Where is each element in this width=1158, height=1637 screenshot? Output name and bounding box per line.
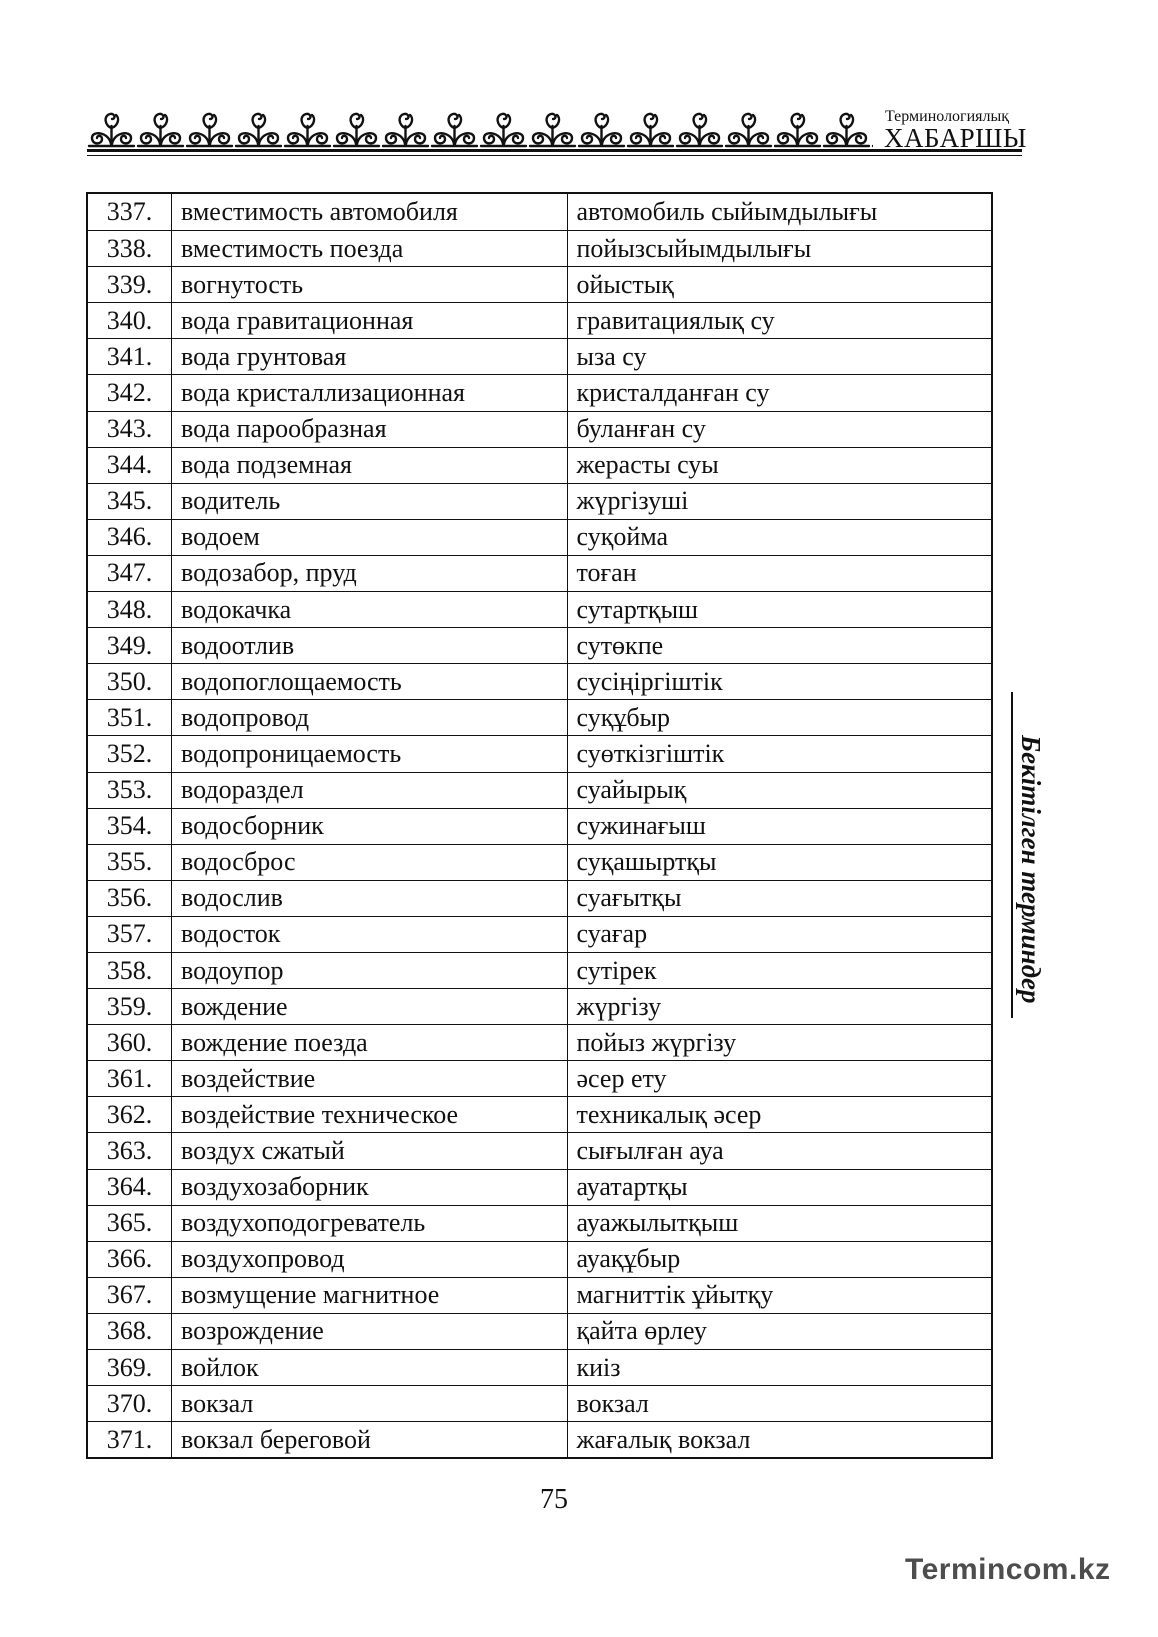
term-russian: вместимость автомобиля: [172, 194, 568, 230]
term-kazakh: пойызсыйымдылығы: [576, 233, 812, 263]
term-number: 339.: [88, 267, 172, 302]
table-row: [88, 1060, 991, 1096]
term-russian: вокзал: [172, 1386, 568, 1421]
table-row: [88, 808, 991, 844]
term-russian: вода подземная: [172, 448, 568, 483]
term-kazakh: жағалық вокзал: [576, 1424, 751, 1454]
term-kazakh: пойыз жүргізу: [576, 1027, 737, 1057]
term-russian: водосток: [172, 917, 568, 952]
term-number: 345.: [88, 484, 172, 519]
term-number: 340.: [88, 303, 172, 338]
term-number: 344.: [88, 448, 172, 483]
term-russian: воздухопровод: [172, 1242, 568, 1277]
term-russian: водослив: [172, 881, 568, 916]
table-row: [88, 302, 991, 338]
term-number: 369.: [88, 1350, 172, 1385]
term-russian: вождение поезда: [172, 1025, 568, 1060]
term-kazakh: гравитациялық су: [576, 305, 775, 335]
term-number: 347.: [88, 556, 172, 591]
term-russian: водозабор, пруд: [172, 556, 568, 591]
term-number: 351.: [88, 700, 172, 735]
term-kazakh: суағар: [576, 919, 648, 949]
term-kazakh: кристалданған су: [576, 378, 770, 408]
term-number: 359.: [88, 989, 172, 1024]
term-kazakh: сутартқыш: [576, 594, 699, 624]
term-number: 355.: [88, 845, 172, 880]
term-number: 361.: [88, 1061, 172, 1096]
term-kazakh: сутірек: [576, 955, 657, 985]
term-russian: воздействие техническое: [172, 1097, 568, 1132]
term-number: 338.: [88, 231, 172, 266]
term-kazakh: сусіңіргіштік: [576, 666, 723, 696]
term-number: 348.: [88, 592, 172, 627]
term-number: 370.: [88, 1386, 172, 1421]
term-kazakh: сығылған ауа: [576, 1135, 724, 1165]
table-row: [88, 1205, 991, 1241]
term-number: 364.: [88, 1170, 172, 1205]
term-russian: вместимость поезда: [172, 231, 568, 266]
term-number: 346.: [88, 520, 172, 555]
term-number: 366.: [88, 1242, 172, 1277]
term-russian: водоотлив: [172, 628, 568, 663]
term-russian: водитель: [172, 484, 568, 519]
term-kazakh: ауатартқы: [576, 1172, 688, 1202]
term-kazakh: әсер ету: [576, 1063, 667, 1093]
term-russian: воздухозаборник: [172, 1170, 568, 1205]
term-number: 362.: [88, 1097, 172, 1132]
term-number: 358.: [88, 953, 172, 988]
table-row: [88, 880, 991, 916]
term-russian: возрождение: [172, 1314, 568, 1349]
table-row: [88, 411, 991, 447]
term-russian: водопоглощаемость: [172, 664, 568, 699]
term-russian: вода грунтовая: [172, 339, 568, 374]
term-russian: воздействие: [172, 1061, 568, 1096]
term-russian: водосброс: [172, 845, 568, 880]
term-russian: водораздел: [172, 773, 568, 808]
term-russian: вода кристаллизационная: [172, 375, 568, 410]
watermark-logo: Termincom.kz: [905, 1553, 1111, 1586]
term-kazakh: техникалық әсер: [576, 1099, 762, 1129]
term-russian: воздух сжатый: [172, 1133, 568, 1168]
table-row: [88, 1241, 991, 1277]
term-kazakh: буланған су: [576, 414, 706, 444]
table-row: [88, 483, 991, 519]
table-row: [88, 1277, 991, 1313]
term-russian: водосборник: [172, 809, 568, 844]
table-row: [88, 1132, 991, 1168]
term-number: 342.: [88, 375, 172, 410]
term-kazakh: вокзал: [576, 1388, 649, 1418]
term-kazakh: суайырық: [576, 775, 687, 805]
term-number: 356.: [88, 881, 172, 916]
term-kazakh: жүргізуші: [576, 486, 689, 516]
header-ornament: [87, 102, 873, 148]
term-russian: войлок: [172, 1350, 568, 1385]
term-kazakh: магниттік ұйытқу: [576, 1280, 774, 1310]
table-row: [88, 699, 991, 735]
terms-table: [86, 192, 993, 1459]
table-row: [88, 230, 991, 266]
term-kazakh: сужинағыш: [576, 811, 706, 841]
term-number: 368.: [88, 1314, 172, 1349]
term-kazakh: сутөкпе: [576, 630, 664, 660]
term-number: 367.: [88, 1278, 172, 1313]
term-number: 337.: [88, 194, 172, 230]
header-rule-thin: [87, 155, 1022, 156]
term-russian: водопроницаемость: [172, 736, 568, 771]
side-label-rule: [1011, 692, 1013, 1018]
term-russian: вода парообразная: [172, 412, 568, 447]
table-row: [88, 1169, 991, 1205]
term-number: 371.: [88, 1422, 172, 1457]
header-rule-thick: [87, 149, 1022, 152]
term-kazakh: ыза су: [576, 341, 647, 371]
term-number: 350.: [88, 664, 172, 699]
term-russian: вогнутость: [172, 267, 568, 302]
term-russian: возмущение магнитное: [172, 1278, 568, 1313]
table-row: [88, 447, 991, 483]
term-kazakh: суқұбыр: [576, 702, 671, 732]
table-row: [88, 916, 991, 952]
side-section-label: Бекітілген терминдер: [1016, 735, 1046, 1004]
term-kazakh: суқашыртқы: [576, 847, 717, 877]
term-russian: вождение: [172, 989, 568, 1024]
table-row: [88, 1313, 991, 1349]
term-kazakh: суөткізгіштік: [576, 738, 725, 768]
table-row: [88, 338, 991, 374]
term-number: 352.: [88, 736, 172, 771]
table-row: [88, 555, 991, 591]
term-kazakh: жүргізу: [576, 991, 662, 1021]
table-row: [88, 519, 991, 555]
table-row: [88, 1385, 991, 1421]
term-number: 357.: [88, 917, 172, 952]
term-russian: водоупор: [172, 953, 568, 988]
term-number: 363.: [88, 1133, 172, 1168]
term-kazakh: суқойма: [576, 522, 669, 552]
table-row: [88, 663, 991, 699]
term-russian: водопровод: [172, 700, 568, 735]
table-row: [88, 591, 991, 627]
table-row: [88, 735, 991, 771]
term-russian: воздухоподогреватель: [172, 1206, 568, 1241]
bulletin-subtitle: Терминологиялық: [885, 108, 1010, 125]
bulletin-title: ХАБАРШЫ: [884, 123, 1027, 153]
term-russian: вода гравитационная: [172, 303, 568, 338]
table-row: [88, 844, 991, 880]
page-number: 75: [540, 1484, 568, 1515]
table-row: [88, 1024, 991, 1060]
term-kazakh: ауажылытқыш: [576, 1208, 739, 1238]
term-kazakh: автомобиль сыйымдылығы: [576, 197, 878, 227]
term-russian: водокачка: [172, 592, 568, 627]
term-kazakh: қайта өрлеу: [576, 1316, 707, 1346]
term-kazakh: ауақұбыр: [576, 1244, 681, 1274]
term-kazakh: киіз: [576, 1352, 621, 1382]
term-number: 360.: [88, 1025, 172, 1060]
table-row: [88, 374, 991, 410]
table-row: [88, 266, 991, 302]
term-number: 343.: [88, 412, 172, 447]
term-kazakh: суағытқы: [576, 883, 682, 913]
term-number: 341.: [88, 339, 172, 374]
table-row: [88, 772, 991, 808]
table-row: [88, 988, 991, 1024]
table-row: [88, 1349, 991, 1385]
term-number: 354.: [88, 809, 172, 844]
term-kazakh: тоған: [576, 558, 637, 588]
table-row: [88, 194, 991, 230]
term-number: 365.: [88, 1206, 172, 1241]
term-russian: водоем: [172, 520, 568, 555]
term-number: 349.: [88, 628, 172, 663]
term-kazakh: ойыстық: [576, 269, 674, 299]
table-row: [88, 1096, 991, 1132]
table-row: [88, 952, 991, 988]
table-row: [88, 1421, 991, 1457]
table-row: [88, 627, 991, 663]
term-kazakh: жерасты суы: [576, 450, 719, 480]
term-number: 353.: [88, 773, 172, 808]
term-russian: вокзал береговой: [172, 1422, 568, 1457]
